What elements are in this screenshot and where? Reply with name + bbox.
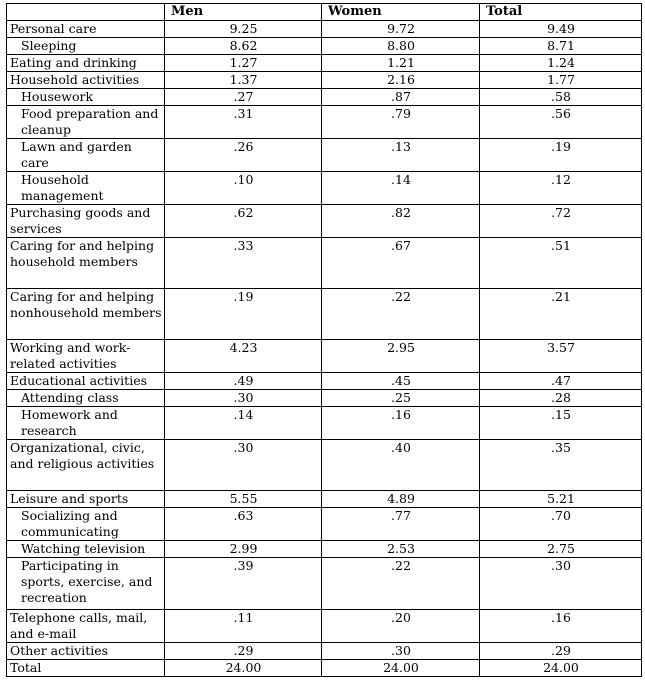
activity-cell: Working and work-related activities [7, 340, 165, 373]
men-value-cell: .26 [165, 139, 322, 172]
total-value-cell: .29 [480, 643, 642, 660]
total-value-cell: 8.71 [480, 38, 642, 55]
table-row [7, 238, 642, 289]
women-value-cell: 2.53 [322, 541, 480, 558]
men-value-cell: .33 [165, 238, 322, 289]
activity-cell: Food preparation and cleanup [7, 106, 165, 139]
women-value-cell: .14 [322, 172, 480, 205]
activity-cell: Telephone calls, mail, and e-mail [7, 610, 165, 643]
activity-cell: Organizational, civic, and religious activities [7, 440, 165, 491]
table-row [7, 172, 642, 205]
activity-cell: Household activities [7, 72, 165, 89]
table-row [7, 491, 642, 508]
women-value-cell: 2.16 [322, 72, 480, 89]
activity-cell: Socializing and communicating [7, 508, 165, 541]
table-row [7, 289, 642, 340]
women-value-cell: .79 [322, 106, 480, 139]
men-value-cell: 5.55 [165, 491, 322, 508]
table-row [7, 508, 642, 541]
women-value-cell: .45 [322, 373, 480, 390]
activity-cell: Caring for and helping household members [7, 238, 165, 289]
men-value-cell: .39 [165, 558, 322, 610]
header-activity [7, 4, 165, 21]
header-women: Women [322, 4, 480, 21]
total-value-cell: .12 [480, 172, 642, 205]
total-value-cell: .16 [480, 610, 642, 643]
table-row [7, 541, 642, 558]
men-value-cell: 24.00 [165, 660, 322, 677]
men-value-cell: .10 [165, 172, 322, 205]
women-value-cell: 1.21 [322, 55, 480, 72]
table-row [7, 205, 642, 238]
total-value-cell: .58 [480, 89, 642, 106]
total-value-cell: .47 [480, 373, 642, 390]
women-value-cell: .13 [322, 139, 480, 172]
total-value-cell: 5.21 [480, 491, 642, 508]
header-total: Total [480, 4, 642, 21]
table-row [7, 610, 642, 643]
men-value-cell: 4.23 [165, 340, 322, 373]
activity-cell: Personal care [7, 21, 165, 38]
total-value-cell: 2.75 [480, 541, 642, 558]
activity-cell: Homework and research [7, 407, 165, 440]
table-row [7, 55, 642, 72]
table-container [6, 3, 641, 677]
women-value-cell: .22 [322, 289, 480, 340]
activity-cell: Purchasing goods and services [7, 205, 165, 238]
table-row [7, 390, 642, 407]
men-value-cell: 8.62 [165, 38, 322, 55]
women-value-cell: .30 [322, 643, 480, 660]
activity-cell: Attending class [7, 390, 165, 407]
activity-cell: Total [7, 660, 165, 677]
men-value-cell: 9.25 [165, 21, 322, 38]
header-men: Men [165, 4, 322, 21]
time-use-table [6, 3, 642, 677]
men-value-cell: .29 [165, 643, 322, 660]
men-value-cell: .19 [165, 289, 322, 340]
women-value-cell: 2.95 [322, 340, 480, 373]
table-row [7, 373, 642, 390]
women-value-cell: .67 [322, 238, 480, 289]
activity-cell: Participating in sports, exercise, and recreation [7, 558, 165, 610]
women-value-cell: .82 [322, 205, 480, 238]
table-row [7, 106, 642, 139]
total-value-cell: .15 [480, 407, 642, 440]
table-row [7, 89, 642, 106]
women-value-cell: 9.72 [322, 21, 480, 38]
activity-cell: Housework [7, 89, 165, 106]
men-value-cell: .63 [165, 508, 322, 541]
total-value-cell: 1.77 [480, 72, 642, 89]
activity-cell: Sleeping [7, 38, 165, 55]
women-value-cell: .87 [322, 89, 480, 106]
men-value-cell: .11 [165, 610, 322, 643]
women-value-cell: 4.89 [322, 491, 480, 508]
total-value-cell: .56 [480, 106, 642, 139]
women-value-cell: .25 [322, 390, 480, 407]
men-value-cell: 2.99 [165, 541, 322, 558]
table-row [7, 340, 642, 373]
men-value-cell: .30 [165, 440, 322, 491]
activity-cell: Leisure and sports [7, 491, 165, 508]
women-value-cell: .40 [322, 440, 480, 491]
activity-cell: Educational activities [7, 373, 165, 390]
men-value-cell: 1.27 [165, 55, 322, 72]
table-row [7, 440, 642, 491]
total-value-cell: .72 [480, 205, 642, 238]
total-value-cell: .35 [480, 440, 642, 491]
header-row [7, 4, 642, 21]
activity-cell: Lawn and garden care [7, 139, 165, 172]
table-row [7, 72, 642, 89]
women-value-cell: .16 [322, 407, 480, 440]
total-value-cell: .30 [480, 558, 642, 610]
total-value-cell: 24.00 [480, 660, 642, 677]
women-value-cell: .22 [322, 558, 480, 610]
activity-cell: Caring for and helping nonhousehold members [7, 289, 165, 340]
table-row [7, 21, 642, 38]
table-row [7, 38, 642, 55]
total-value-cell: .51 [480, 238, 642, 289]
men-value-cell: .30 [165, 390, 322, 407]
total-value-cell: .70 [480, 508, 642, 541]
women-value-cell: 24.00 [322, 660, 480, 677]
table-row [7, 407, 642, 440]
total-value-cell: .21 [480, 289, 642, 340]
total-value-cell: 9.49 [480, 21, 642, 38]
activity-cell: Other activities [7, 643, 165, 660]
total-value-cell: .28 [480, 390, 642, 407]
men-value-cell: .49 [165, 373, 322, 390]
men-value-cell: .31 [165, 106, 322, 139]
activity-cell: Eating and drinking [7, 55, 165, 72]
women-value-cell: .77 [322, 508, 480, 541]
activity-cell: Watching television [7, 541, 165, 558]
women-value-cell: .20 [322, 610, 480, 643]
total-value-cell: .19 [480, 139, 642, 172]
table-body [7, 21, 642, 677]
activity-cell: Household management [7, 172, 165, 205]
men-value-cell: .27 [165, 89, 322, 106]
total-value-cell: 1.24 [480, 55, 642, 72]
men-value-cell: .14 [165, 407, 322, 440]
table-row [7, 643, 642, 660]
table-row [7, 139, 642, 172]
men-value-cell: 1.37 [165, 72, 322, 89]
men-value-cell: .62 [165, 205, 322, 238]
table-row [7, 558, 642, 610]
women-value-cell: 8.80 [322, 38, 480, 55]
total-value-cell: 3.57 [480, 340, 642, 373]
table-row [7, 660, 642, 677]
